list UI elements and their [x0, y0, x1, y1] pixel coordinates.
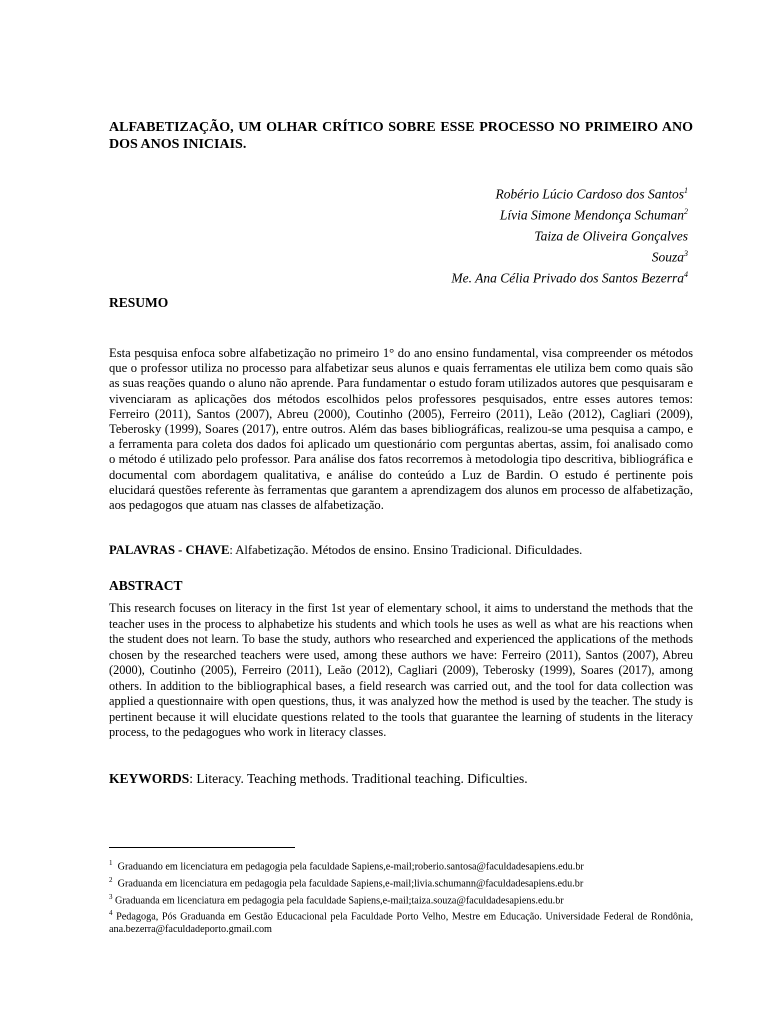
footnote-text: Pedagoga, Pós Graduanda em Gestão Educacional pela Faculdade Porto Velho, Mestre em Educação. Universidade Federal de Rondônia, ana.bezerra@faculdadeporto.gmail.com [109, 911, 693, 936]
footnote-separator [109, 847, 295, 848]
footnote-4 [109, 907, 693, 936]
footnote-number: 2 [109, 875, 113, 884]
footnote-marker[interactable]: 1 [684, 186, 688, 195]
author-name: Souza [651, 249, 684, 265]
footnote-number: 1 [109, 859, 113, 867]
palavras-chave [109, 543, 693, 558]
resumo-body: Esta pesquisa enfoca sobre alfabetização no primeiro 1° do ano ensino fundamental, visa compreender os métodos que o professor utiliza no processo para alfabetizar seus alunos e quais ferramentas ele utiliza bem como quais são as suas reações quando o aluno não aprende. Para fundamentar o estudo foram utilizados autores que pesquisaram e vivenciaram as aplicações dos métodos escolhidos pelos professores pesquisados, entre esses autores temos: Ferreiro (2011), Santos (2007), Abreu (2000), Coutinho (2005), Ferreiro (2011), Leão (2012), Cagliari (2009), Teberosky (1999), Soares (2017), entre outros. Além das bases bibliográficas, realizou-se uma pesquisa a campo, e a ferramenta para coleta dos dados foi aplicado um questionário com perguntas abertas, assim, foi analisado como o método é utilizado pelo professor. Para análise dos fatos recorremos à metodologia tipo descritiva, bibliográfica e documental com abordagem qualitativa, e análise do conteúdo a Luz de Bardin. O estudo é pertinente pois elucidará questões referente às ferramentas que garantem a aprendizagem dos alunos em processo de alfabetização, aos pedagogos que atuam nas classes de alfabetização. [109, 346, 693, 513]
abstract-body: This research focuses on literacy in the first 1st year of elementary school, it aims to understand the methods that the teacher uses in the process to alphabetize his students and which tools he uses as well as what are his reactions when the student does not learn. To base the study, authors who researched and experienced the applications of the methods chosen by the researched teachers were used, among these authors we have: Ferreiro (2011), Santos (2007), Abreu (2000), Coutinho (2005), Ferreiro (2011), Leão (2012), Cagliari (2009), Teberosky (1999), Soares (2017), among others. In addition to the bibliographical bases, a field research was carried out, and the tool for data collection was applied a questionnaire with open questions, thus, it was analyzed how the method is used by the teacher. The study is pertinent because it will elucidate questions related to the tools that guarantee the learning of students in the literacy process, to the pedagogues who work in literacy classes. [109, 601, 693, 739]
author-line [288, 203, 688, 224]
author-name: Robério Lúcio Cardoso dos Santos [495, 186, 684, 202]
author-line [288, 182, 688, 203]
footnote-number: 4 [109, 909, 113, 918]
footnote-marker[interactable]: 3 [684, 249, 688, 259]
author-line [288, 224, 688, 245]
footnote-1 [109, 857, 693, 874]
author-list [288, 182, 688, 287]
keywords-list: : Literacy. Teaching methods. Traditional teaching. Dificulties. [189, 771, 528, 786]
footnote-2 [109, 874, 693, 891]
author-name: Lívia Simone Mendonça Schuman [499, 207, 684, 223]
footnote-3 [109, 891, 693, 908]
footnote-text: Graduando em licenciatura em pedagogia pela faculdade Sapiens,e-mail;roberio.santosa@faculdadesapiens.edu.br [117, 861, 584, 873]
footnote-text: Graduanda em licenciatura em pedagogia pela faculdade Sapiens,e-mail;taiza.souza@faculdadesapiens.edu.br [115, 894, 564, 906]
author-line [288, 266, 688, 287]
paper-title: ALFABETIZAÇÃO, UM OLHAR CRÍTICO SOBRE ESSE PROCESSO NO PRIMEIRO ANO DOS ANOS INICIAIS. [109, 120, 693, 152]
palavras-chave-list: : Alfabetização. Métodos de ensino. Ensino Tradicional. Dificuldades. [229, 543, 583, 557]
author-name: Taiza de Oliveira Gonçalves [534, 228, 688, 244]
footnote-marker[interactable]: 4 [684, 270, 688, 280]
keywords-label: KEYWORDS [109, 771, 190, 786]
keywords [109, 771, 693, 787]
footnote-text: Graduanda em licenciatura em pedagogia pela faculdade Sapiens,e-mail;livia.schumann@faculdadesapiens.edu.br [117, 878, 584, 890]
resumo-heading: RESUMO [109, 295, 169, 310]
palavras-chave-label: PALAVRAS - CHAVE [109, 543, 230, 557]
abstract-heading: ABSTRACT [109, 578, 183, 593]
author-line [288, 245, 688, 266]
footnote-marker[interactable]: 2 [684, 207, 688, 217]
footnotes [109, 857, 693, 937]
footnote-number: 3 [109, 892, 113, 901]
author-name: Me. Ana Célia Privado dos Santos Bezerra [451, 270, 684, 286]
